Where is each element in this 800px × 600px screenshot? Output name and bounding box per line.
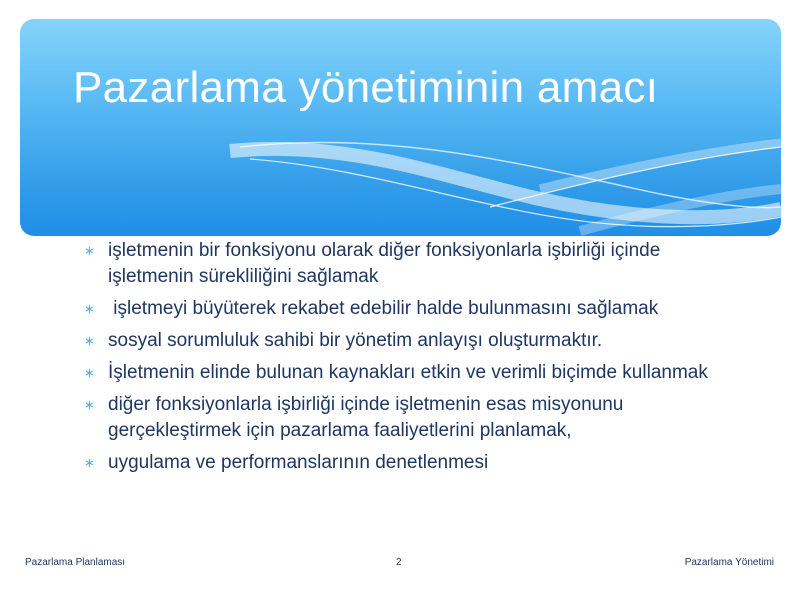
bullet-icon: ∗ xyxy=(84,301,95,316)
list-item xyxy=(84,238,734,290)
list-item xyxy=(84,296,734,322)
bullet-icon: ∗ xyxy=(84,397,95,412)
bullet-text: işletmenin bir fonksiyonu olarak diğer fonksiyonlarla işbirliği içinde işletmenin sürekliliğini sağlamak xyxy=(108,240,661,287)
list-item xyxy=(84,392,734,444)
slide-title: Pazarlama yönetiminin amacı xyxy=(73,63,659,112)
footer-left-text: Pazarlama Planlaması xyxy=(25,557,126,568)
bullet-icon: ∗ xyxy=(84,455,95,470)
list-item xyxy=(84,328,734,354)
bullet-text: diğer fonksiyonlarla işbirliği içinde işletmenin esas misyonunu gerçekleştirmek için pazarlama faaliyetlerini planlamak, xyxy=(108,394,624,441)
decorative-waves xyxy=(20,19,781,236)
bullet-icon: ∗ xyxy=(84,243,95,258)
bullet-icon: ∗ xyxy=(84,333,95,348)
bullet-text: İşletmenin elinde bulunan kaynakları etkin ve verimli biçimde kullanmak xyxy=(108,362,708,383)
bullet-text: sosyal sorumluluk sahibi bir yönetim anlayışı oluşturmaktır. xyxy=(108,330,603,351)
title-banner xyxy=(20,19,781,236)
bullet-text: uygulama ve performanslarının denetlenmesi xyxy=(108,452,489,473)
bullet-text: işletmeyi büyüterek rekabet edebilir halde bulunmasını sağlamak xyxy=(108,298,659,319)
list-item xyxy=(84,360,734,386)
footer-right-text: Pazarlama Yönetimi xyxy=(684,557,774,568)
bullet-icon: ∗ xyxy=(84,365,95,380)
bullet-list xyxy=(84,238,734,476)
list-item xyxy=(84,450,734,476)
slide-number: 2 xyxy=(396,557,402,568)
